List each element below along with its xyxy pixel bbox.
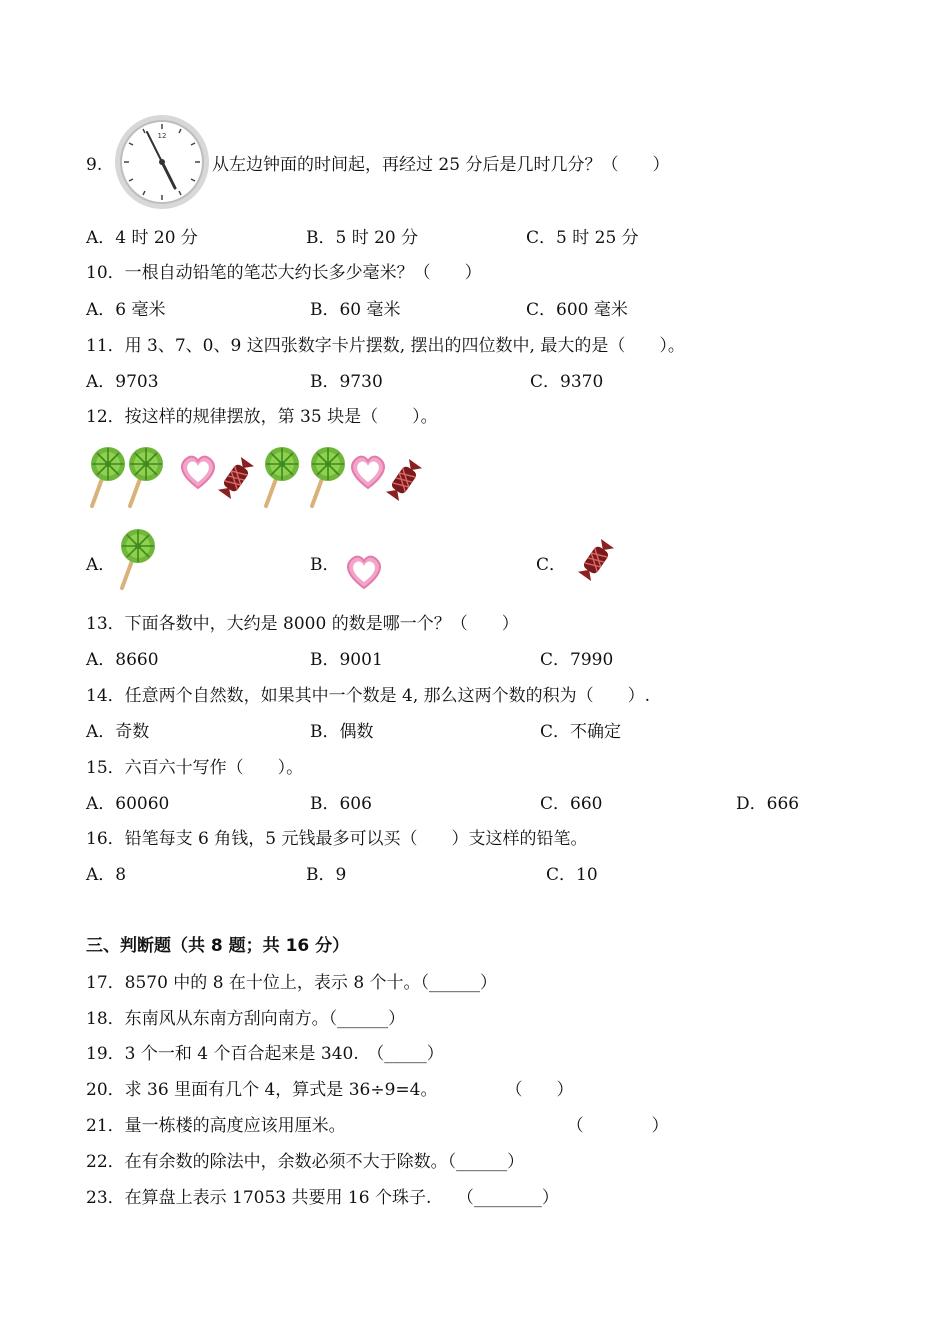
q15-option-c: C．660: [540, 794, 603, 814]
q13-option-c: C．7990: [540, 650, 614, 670]
heart-candy-icon: [344, 552, 386, 592]
lollipop-icon: [91, 447, 125, 506]
q15-option-b: B．606: [310, 794, 372, 814]
q11-option-c: C．9370: [530, 372, 604, 392]
q9-question: 从左边钟面的时间起，再经过 25 分后是几时几分？（ ）: [212, 155, 670, 175]
clock-icon: [112, 112, 212, 212]
judge-item-17: 17．8570 中的 8 在十位上，表示 8 个十。（______）: [86, 973, 498, 993]
q9-option-a: A．4 时 20 分: [86, 228, 198, 248]
q15-question: 15．六百六十写作（ ）。: [86, 758, 304, 778]
clock-label: 12: [157, 132, 167, 140]
q12-pattern-sequence: [86, 440, 446, 512]
q13-option-b: B．9001: [310, 650, 383, 670]
q9-option-c: C．5 时 25 分: [526, 228, 639, 248]
judge-item-22: 22．在有余数的除法中，余数必须不大于除数。（______）: [86, 1152, 525, 1172]
judge-item-23: 23．在算盘上表示 17053 共要用 16 个珠子. （________）: [86, 1188, 559, 1208]
q10-option-c: C．600 毫米: [526, 300, 628, 320]
lollipop-icon: [265, 447, 299, 506]
q14-option-b: B．偶数: [310, 722, 374, 742]
q14-option-a: A．奇数: [86, 722, 150, 742]
wrapped-candy-icon: [218, 457, 254, 499]
q14-question: 14．任意两个自然数，如果其中一个数是 4, 那么这两个数的积为（ ）.: [86, 686, 651, 706]
heart-candy-icon: [182, 457, 214, 488]
q13-option-a: A．8660: [86, 650, 159, 670]
q16-option-b: B．9: [306, 865, 347, 885]
q12-option-c: C．: [536, 555, 567, 575]
section-title: 三、判断题（共 8 题；共 16 分）: [86, 936, 350, 956]
q16-option-c: C．10: [546, 865, 598, 885]
q12-option-b: B．: [310, 555, 340, 575]
q10-option-a: A．6 毫米: [86, 300, 166, 320]
q14-option-c: C．不确定: [540, 722, 622, 742]
judge-item-19: 19．3 个一和 4 个百合起来是 340. （_____）: [86, 1044, 444, 1064]
lollipop-icon: [116, 526, 166, 592]
q16-question: 16．铅笔每支 6 角钱，5 元钱最多可以买（ ）支这样的铅笔。: [86, 829, 588, 849]
lollipop-icon: [129, 447, 163, 506]
q11-question: 11．用 3、7、0、9 这四张数字卡片摆数, 摆出的四位数中, 最大的是（ ）。: [86, 336, 685, 356]
judge-item-20: 20．求 36 里面有几个 4，算式是 36÷9=4。 （ ）: [86, 1080, 574, 1100]
q10-question: 10．一根自动铅笔的笔芯大约长多少毫米？（ ）: [86, 263, 482, 283]
q11-option-b: B．9730: [310, 372, 383, 392]
q12-option-a: A．: [86, 555, 116, 575]
judge-item-18: 18．东南风从东南方刮向南方。（______）: [86, 1009, 406, 1029]
q11-option-a: A．9703: [86, 372, 159, 392]
wrapped-candy-icon: [386, 459, 422, 501]
heart-candy-icon: [352, 457, 384, 488]
q12-question: 12．按这样的规律摆放，第 35 块是（ ）。: [86, 407, 438, 427]
q16-option-a: A．8: [86, 865, 127, 885]
q15-option-d: D．666: [736, 794, 800, 814]
judge-item-21: 21．量一栋楼的高度应该用厘米。 （ ）: [86, 1116, 669, 1136]
q13-question: 13．下面各数中，大约是 8000 的数是哪一个？（ ）: [86, 614, 519, 634]
lollipop-icon: [311, 447, 345, 506]
wrapped-candy-icon: [574, 530, 622, 590]
q10-option-b: B．60 毫米: [310, 300, 401, 320]
q9-number: 9.: [86, 155, 103, 175]
q9-option-b: B．5 时 20 分: [306, 228, 419, 248]
q15-option-a: A．60060: [86, 794, 170, 814]
